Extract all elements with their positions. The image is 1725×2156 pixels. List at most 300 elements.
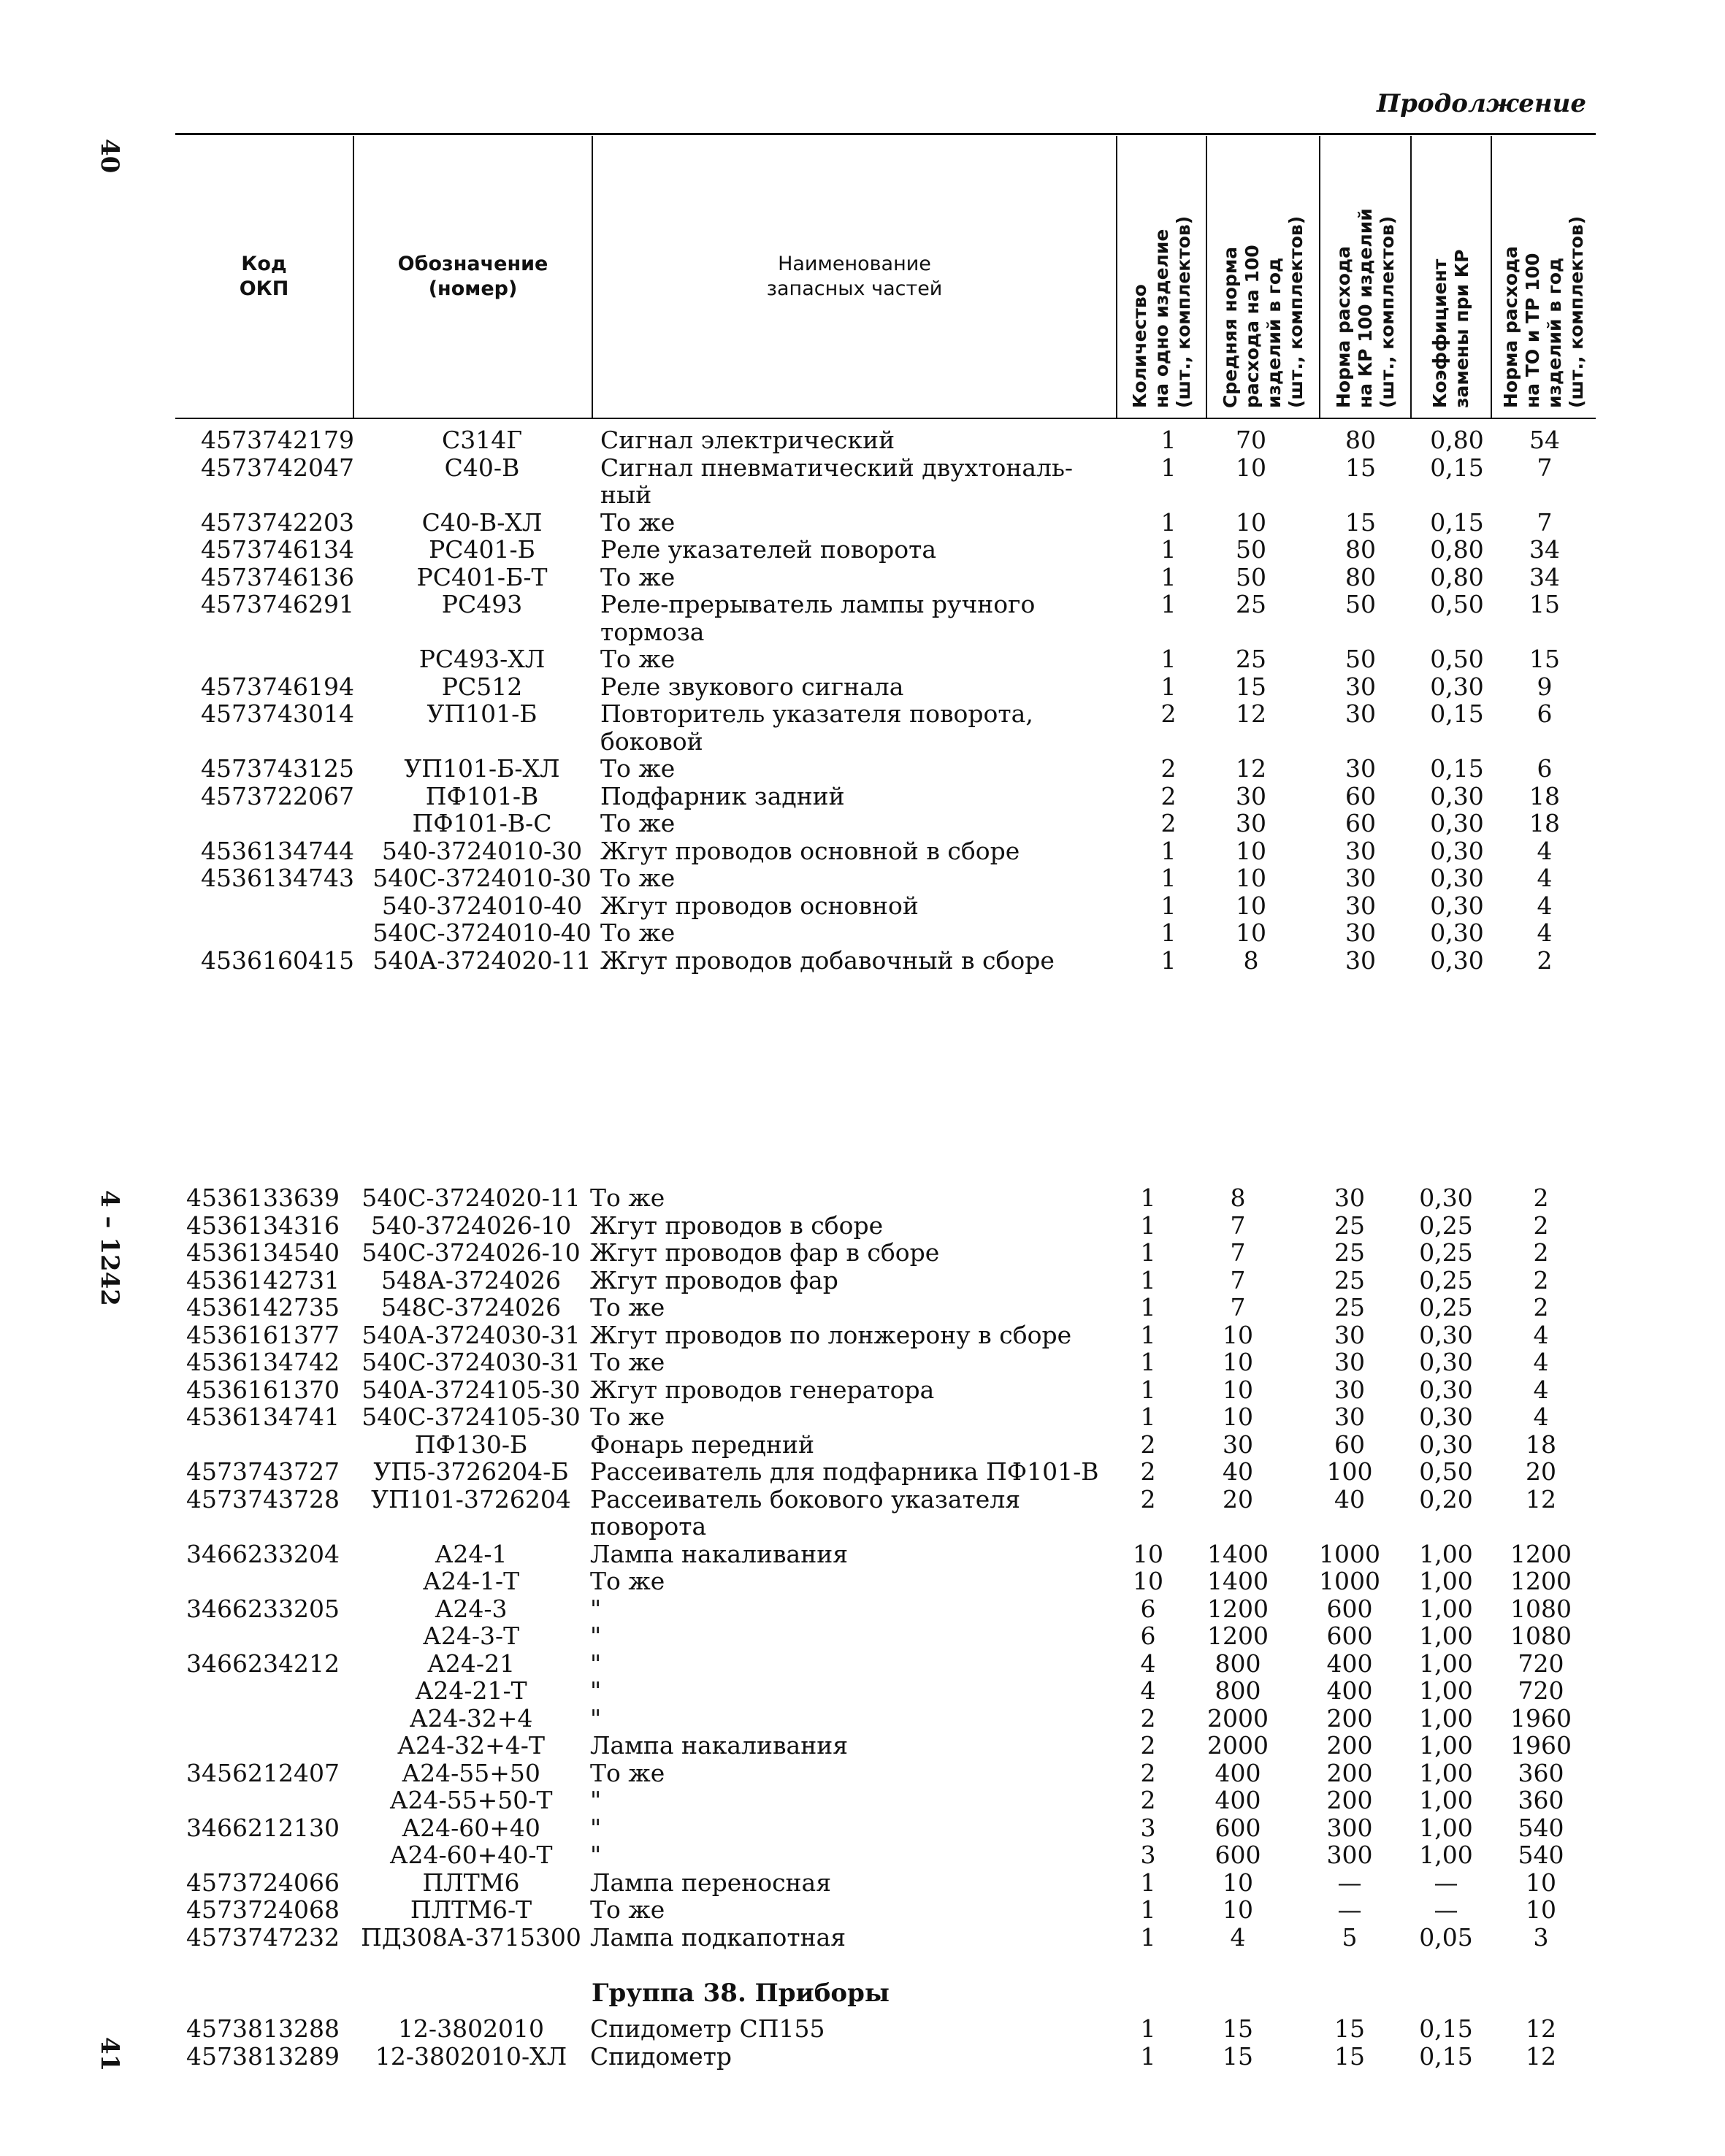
okp-code: 4573743125 (201, 754, 354, 783)
table-row (0, 1239, 1725, 1267)
table-row (0, 1760, 1725, 1787)
avg-norm: 800 (1215, 1676, 1261, 1705)
table-row (0, 1732, 1725, 1760)
table-row (0, 1349, 1725, 1376)
part-name: Лампа переносная (590, 1868, 832, 1897)
to-norm: 4 (1537, 864, 1553, 892)
table-row (0, 509, 1725, 537)
avg-norm: 4 (1230, 1922, 1246, 1952)
designation: 540С-3724030-31 (362, 1348, 581, 1376)
qty-per-unit: 1 (1160, 562, 1177, 591)
to-norm: 4 (1537, 891, 1553, 920)
header-designation: Обозначение (номер) (354, 136, 593, 418)
avg-norm: 12 (1236, 699, 1266, 728)
to-norm: 1960 (1510, 1731, 1572, 1760)
replace-coef: 0,30 (1430, 891, 1484, 920)
designation: А24-1-Т (422, 1567, 520, 1595)
designation: УП101-Б (427, 699, 538, 728)
replace-coef: 1,00 (1419, 1649, 1473, 1678)
replace-coef: 0,50 (1430, 590, 1484, 618)
to-norm: 18 (1526, 1430, 1556, 1459)
avg-norm: 12 (1236, 754, 1266, 783)
designation: ПФ130-Б (414, 1430, 528, 1459)
designation: 540-3724026-10 (370, 1211, 572, 1240)
kr-norm: 30 (1345, 836, 1376, 865)
replace-coef: 0,30 (1430, 809, 1484, 837)
designation: ПФ101-В-С (412, 809, 552, 837)
table-row (0, 1486, 1725, 1541)
kr-norm: 15 (1334, 2041, 1365, 2071)
okp-code: 4573746134 (201, 535, 354, 564)
to-norm: 2 (1533, 1211, 1549, 1240)
to-norm: 720 (1518, 1676, 1564, 1705)
okp-code: 4573747232 (186, 1922, 340, 1952)
avg-norm: 10 (1223, 1320, 1253, 1349)
qty-per-unit: 2 (1160, 781, 1177, 810)
okp-code: 4573813289 (186, 2041, 340, 2071)
kr-norm: 30 (1345, 672, 1376, 701)
qty-per-unit: 10 (1133, 1567, 1163, 1595)
part-name: " (590, 1813, 602, 1842)
replace-coef: 0,15 (1430, 699, 1484, 728)
part-name: То же (590, 1758, 665, 1787)
qty-per-unit: 1 (1160, 945, 1177, 975)
replace-coef: 1,00 (1419, 1622, 1473, 1650)
to-norm: 1080 (1510, 1594, 1572, 1623)
part-name: Рассеиватель бокового указателя поворота (590, 1484, 1021, 1541)
replace-coef: 0,30 (1430, 864, 1484, 892)
avg-norm: 2000 (1207, 1731, 1269, 1760)
table-row (0, 1677, 1725, 1705)
avg-norm: 40 (1223, 1457, 1253, 1486)
part-name: " (590, 1703, 602, 1733)
avg-norm: 7 (1230, 1211, 1246, 1240)
table-row (0, 1787, 1725, 1814)
part-name: То же (600, 918, 676, 947)
kr-norm: 25 (1334, 1265, 1365, 1294)
replace-coef: 0,30 (1419, 1348, 1473, 1376)
okp-code: 4573742047 (201, 453, 354, 482)
kr-norm: 30 (1345, 891, 1376, 920)
replace-coef: 0,80 (1430, 426, 1484, 454)
qty-per-unit: 1 (1140, 2041, 1156, 2071)
part-name: " (590, 1594, 602, 1623)
header-to: Норма расхода на ТО и ТР 100 изделий в год (шт., комплектов) (1500, 215, 1587, 408)
qty-per-unit: 1 (1140, 1348, 1156, 1376)
designation: А24-60+40-Т (389, 1841, 553, 1869)
part-name: То же (590, 1293, 665, 1321)
kr-norm: 60 (1334, 1430, 1365, 1459)
qty-per-unit: 6 (1140, 1622, 1156, 1650)
to-norm: 6 (1537, 754, 1553, 783)
to-norm: 2 (1537, 945, 1553, 975)
table-row (0, 864, 1725, 892)
table-row (0, 536, 1725, 564)
kr-norm: 30 (1345, 699, 1376, 728)
replace-coef: 0,30 (1419, 1184, 1473, 1212)
okp-code: 4536160415 (201, 945, 354, 975)
qty-per-unit: 1 (1160, 535, 1177, 564)
avg-norm: 10 (1223, 1895, 1253, 1924)
replace-coef: 1,00 (1419, 1594, 1473, 1623)
avg-norm: 10 (1236, 891, 1266, 920)
qty-per-unit: 1 (1140, 1184, 1156, 1212)
designation: 12-3802010-ХЛ (375, 2041, 567, 2071)
kr-norm: 30 (1334, 1184, 1365, 1212)
table-row (0, 1376, 1725, 1404)
okp-code: 4536134540 (186, 1238, 340, 1267)
replace-coef: 0,15 (1419, 2041, 1473, 2071)
to-norm: 4 (1533, 1375, 1549, 1404)
qty-per-unit: 1 (1160, 918, 1177, 947)
to-norm: 360 (1518, 1786, 1564, 1814)
table-top-rule (175, 133, 1596, 135)
kr-norm: 100 (1326, 1457, 1373, 1486)
kr-norm: 400 (1326, 1649, 1373, 1678)
part-name: Жгут проводов генератора (590, 1375, 935, 1404)
qty-per-unit: 1 (1140, 1238, 1156, 1267)
replace-coef: 0,25 (1419, 1211, 1473, 1240)
part-name: " (590, 1841, 602, 1869)
part-name: Жгут проводов основной в сборе (600, 836, 1020, 865)
replace-coef: 1,00 (1419, 1567, 1473, 1595)
to-norm: 2 (1533, 1293, 1549, 1321)
table-body-top (0, 426, 1725, 974)
okp-code: 4573743728 (186, 1484, 340, 1514)
designation: 540А-3724030-31 (362, 1320, 581, 1349)
to-norm: 4 (1533, 1348, 1549, 1376)
to-norm: 1200 (1510, 1539, 1572, 1568)
table-row (0, 1267, 1725, 1294)
designation: ПФ101-В (425, 781, 539, 810)
okp-code: 4536134743 (201, 864, 354, 892)
replace-coef: 0,15 (1430, 507, 1484, 537)
qty-per-unit: 2 (1160, 809, 1177, 837)
table-row (0, 1896, 1725, 1924)
qty-per-unit: 1 (1160, 891, 1177, 920)
okp-code: 4573724068 (186, 1895, 340, 1924)
okp-code: 4536142735 (186, 1293, 340, 1321)
qty-per-unit: 1 (1160, 590, 1177, 618)
okp-code: 4536133639 (186, 1184, 340, 1212)
to-norm: 2 (1533, 1184, 1549, 1212)
designation: ПД308А-3715300 (361, 1922, 581, 1952)
to-norm: 4 (1537, 918, 1553, 947)
replace-coef: 0,80 (1430, 562, 1484, 591)
to-norm: 12 (1526, 2041, 1556, 2071)
qty-per-unit: 3 (1140, 1841, 1156, 1869)
header-avg: Средняя норма расхода на 100 изделий в год (шт., комплектов) (1219, 215, 1307, 408)
kr-norm: 30 (1334, 1403, 1365, 1431)
to-norm: 6 (1537, 699, 1553, 728)
avg-norm: 30 (1236, 781, 1266, 810)
okp-code: 4536134741 (186, 1403, 340, 1431)
part-name: То же (600, 754, 676, 783)
replace-coef: 0,50 (1430, 645, 1484, 673)
table-row (0, 700, 1725, 755)
to-norm: 720 (1518, 1649, 1564, 1678)
signature-mark: 4 – 1242 (95, 1190, 124, 1306)
okp-code: 4573742179 (201, 426, 354, 454)
designation: 540-3724010-30 (381, 836, 583, 865)
qty-per-unit: 1 (1140, 1265, 1156, 1294)
okp-code: 4573743727 (186, 1457, 340, 1486)
replace-coef: 0,30 (1430, 836, 1484, 865)
to-norm: 10 (1526, 1895, 1556, 1924)
kr-norm: 30 (1345, 864, 1376, 892)
avg-norm: 10 (1236, 507, 1266, 537)
designation: С40-В-ХЛ (421, 507, 543, 537)
table-row (0, 2043, 1725, 2071)
table-row (0, 1705, 1725, 1733)
qty-per-unit: 4 (1140, 1676, 1156, 1705)
table-row (0, 1458, 1725, 1486)
part-name: То же (600, 864, 676, 892)
designation: А24-32+4 (409, 1703, 533, 1733)
replace-coef: 1,00 (1419, 1758, 1473, 1787)
table-row (0, 1924, 1725, 1952)
replace-coef: 0,15 (1430, 754, 1484, 783)
table-row (0, 1869, 1725, 1897)
to-norm: 18 (1529, 809, 1560, 837)
part-name: Жгут проводов в сборе (590, 1211, 884, 1240)
avg-norm: 7 (1230, 1293, 1246, 1321)
avg-norm: 10 (1236, 918, 1266, 947)
designation: УП101-Б-ХЛ (404, 754, 560, 783)
table-body-bottom (0, 1184, 1725, 1951)
part-name: Лампа накаливания (590, 1539, 849, 1568)
kr-norm: 30 (1334, 1348, 1365, 1376)
kr-norm: 80 (1345, 426, 1376, 454)
replace-coef: 0,15 (1430, 453, 1484, 482)
table-row (0, 1622, 1725, 1650)
table-row (0, 454, 1725, 509)
kr-norm: 300 (1326, 1813, 1373, 1842)
replace-coef: 0,25 (1419, 1238, 1473, 1267)
group-title: Группа 38. Приборы (592, 1979, 890, 2008)
qty-per-unit: 3 (1140, 1813, 1156, 1842)
replace-coef: 1,00 (1419, 1813, 1473, 1842)
avg-norm: 15 (1223, 2041, 1253, 2071)
designation: УП101-3726204 (371, 1484, 571, 1514)
part-name: Рассеиватель для подфарника ПФ101-В (590, 1457, 1099, 1486)
kr-norm: 5 (1342, 1922, 1358, 1952)
kr-norm: 80 (1345, 535, 1376, 564)
designation: РС493-ХЛ (418, 645, 546, 673)
part-name: Жгут проводов фар в сборе (590, 1238, 940, 1267)
kr-norm: 600 (1326, 1622, 1373, 1650)
kr-norm: 50 (1345, 590, 1376, 618)
part-name: " (590, 1622, 602, 1650)
qty-per-unit: 1 (1160, 645, 1177, 673)
designation: УП5-3726204-Б (373, 1457, 569, 1486)
part-name: Сигнал электрический (600, 426, 895, 454)
avg-norm: 30 (1223, 1430, 1253, 1459)
part-name: То же (590, 1567, 665, 1595)
replace-coef: 0,30 (1430, 918, 1484, 947)
qty-per-unit: 10 (1133, 1539, 1163, 1568)
part-name: То же (590, 1184, 665, 1212)
part-name: То же (590, 1348, 665, 1376)
kr-norm: 600 (1326, 1594, 1373, 1623)
qty-per-unit: 1 (1160, 672, 1177, 701)
avg-norm: 400 (1215, 1786, 1261, 1814)
qty-per-unit: 2 (1140, 1758, 1156, 1787)
part-name: Жгут проводов основной (600, 891, 919, 920)
designation: 540С-3724010-40 (372, 918, 592, 947)
header-coef: Коэффициент замены при КР (1429, 249, 1472, 408)
avg-norm: 8 (1243, 945, 1259, 975)
replace-coef: — (1434, 1895, 1458, 1924)
okp-code: 4536134744 (201, 836, 354, 865)
qty-per-unit: 6 (1140, 1594, 1156, 1623)
part-name: Жгут проводов по лонжерону в сборе (590, 1320, 1072, 1349)
table-row (0, 564, 1725, 591)
designation: 540С-3724105-30 (362, 1403, 581, 1431)
kr-norm: 25 (1334, 1293, 1365, 1321)
to-norm: 10 (1526, 1868, 1556, 1897)
qty-per-unit: 2 (1140, 1430, 1156, 1459)
okp-code: 4536161377 (186, 1320, 340, 1349)
okp-code: 4573722067 (201, 781, 354, 810)
table-row (0, 1841, 1725, 1869)
kr-norm: 30 (1334, 1320, 1365, 1349)
okp-code: 3466233205 (186, 1594, 340, 1623)
designation: А24-32+4-Т (397, 1731, 545, 1760)
replace-coef: 1,00 (1419, 1539, 1473, 1568)
replace-coef: 0,20 (1419, 1484, 1473, 1514)
table-row (0, 947, 1725, 975)
avg-norm: 1200 (1207, 1594, 1269, 1623)
to-norm: 1960 (1510, 1703, 1572, 1733)
kr-norm: 50 (1345, 645, 1376, 673)
replace-coef: 0,50 (1419, 1457, 1473, 1486)
okp-code: 4573746194 (201, 672, 354, 701)
okp-code: 4573724066 (186, 1868, 340, 1897)
designation: А24-1 (435, 1539, 508, 1568)
okp-code: 4536161370 (186, 1375, 340, 1404)
okp-code: 4536134742 (186, 1348, 340, 1376)
kr-norm: 1000 (1319, 1567, 1380, 1595)
designation: РС401-Б-Т (416, 562, 548, 591)
qty-per-unit: 1 (1140, 1868, 1156, 1897)
designation: 12-3802010 (397, 2014, 545, 2043)
replace-coef: 1,00 (1419, 1676, 1473, 1705)
kr-norm: 15 (1345, 453, 1376, 482)
kr-norm: — (1337, 1895, 1362, 1924)
qty-per-unit: 1 (1140, 2014, 1156, 2043)
table-row (0, 1403, 1725, 1431)
designation: А24-3-Т (422, 1622, 520, 1650)
avg-norm: 600 (1215, 1813, 1261, 1842)
designation: 540С-3724020-11 (362, 1184, 581, 1212)
avg-norm: 10 (1236, 453, 1266, 482)
designation: С314Г (441, 426, 523, 454)
header-code: Код ОКП (175, 136, 354, 418)
to-norm: 20 (1526, 1457, 1556, 1486)
okp-code: 4536142731 (186, 1265, 340, 1294)
table-row (0, 1541, 1725, 1568)
avg-norm: 400 (1215, 1758, 1261, 1787)
qty-per-unit: 1 (1160, 836, 1177, 865)
okp-code: 4573746291 (201, 590, 354, 618)
part-name: Повторитель указателя поворота, боковой (600, 699, 1033, 756)
replace-coef: 0,30 (1419, 1403, 1473, 1431)
kr-norm: 15 (1345, 507, 1376, 537)
avg-norm: 15 (1236, 672, 1266, 701)
avg-norm: 1400 (1207, 1567, 1269, 1595)
page-number-top: 40 (95, 139, 124, 174)
replace-coef: 0,30 (1430, 781, 1484, 810)
avg-norm: 15 (1223, 2014, 1253, 2043)
qty-per-unit: 1 (1160, 507, 1177, 537)
replace-coef: 0,05 (1419, 1922, 1473, 1952)
to-norm: 7 (1537, 453, 1553, 482)
avg-norm: 10 (1223, 1403, 1253, 1431)
qty-per-unit: 1 (1140, 1293, 1156, 1321)
part-name: То же (600, 562, 676, 591)
to-norm: 2 (1533, 1265, 1549, 1294)
table-row (0, 919, 1725, 947)
kr-norm: 30 (1345, 918, 1376, 947)
avg-norm: 50 (1236, 535, 1266, 564)
table-row (0, 755, 1725, 783)
to-norm: 7 (1537, 507, 1553, 537)
designation: А24-55+50-Т (389, 1786, 553, 1814)
qty-per-unit: 1 (1140, 1922, 1156, 1952)
okp-code: 3456212407 (186, 1758, 340, 1787)
avg-norm: 10 (1223, 1868, 1253, 1897)
table-row (0, 783, 1725, 810)
okp-code: 4573743014 (201, 699, 354, 728)
kr-norm: 200 (1326, 1786, 1373, 1814)
to-norm: 34 (1529, 535, 1560, 564)
to-norm: 18 (1529, 781, 1560, 810)
avg-norm: 10 (1236, 836, 1266, 865)
replace-coef: 0,15 (1419, 2014, 1473, 2043)
part-name: Реле звукового сигнала (600, 672, 904, 701)
avg-norm: 1200 (1207, 1622, 1269, 1650)
table-row (0, 645, 1725, 673)
replace-coef: 0,30 (1419, 1430, 1473, 1459)
page-number-bottom: 41 (95, 2037, 124, 2072)
to-norm: 4 (1533, 1403, 1549, 1431)
designation: А24-21 (427, 1649, 516, 1678)
designation: А24-3 (435, 1594, 508, 1623)
part-name: То же (600, 809, 676, 837)
table-row (0, 1595, 1725, 1623)
to-norm: 1080 (1510, 1622, 1572, 1650)
part-name: " (590, 1649, 602, 1678)
to-norm: 12 (1526, 2014, 1556, 2043)
qty-per-unit: 1 (1160, 864, 1177, 892)
to-norm: 2 (1533, 1238, 1549, 1267)
designation: 540С-3724026-10 (362, 1238, 581, 1267)
part-name: " (590, 1676, 602, 1705)
replace-coef: 0,25 (1419, 1265, 1473, 1294)
okp-code: 4573746136 (201, 562, 354, 591)
avg-norm: 7 (1230, 1265, 1246, 1294)
part-name: Сигнал пневматический двухтональ-ный (600, 453, 1074, 509)
header-qty: Количество на одно изделие (шт., комплектов) (1128, 215, 1194, 408)
to-norm: 4 (1537, 836, 1553, 865)
avg-norm: 30 (1236, 809, 1266, 837)
to-norm: 540 (1518, 1813, 1564, 1842)
part-name: Спидометр (590, 2041, 733, 2071)
part-name: То же (600, 507, 676, 537)
designation: 548С-3724026 (380, 1293, 562, 1321)
replace-coef: 0,30 (1430, 672, 1484, 701)
